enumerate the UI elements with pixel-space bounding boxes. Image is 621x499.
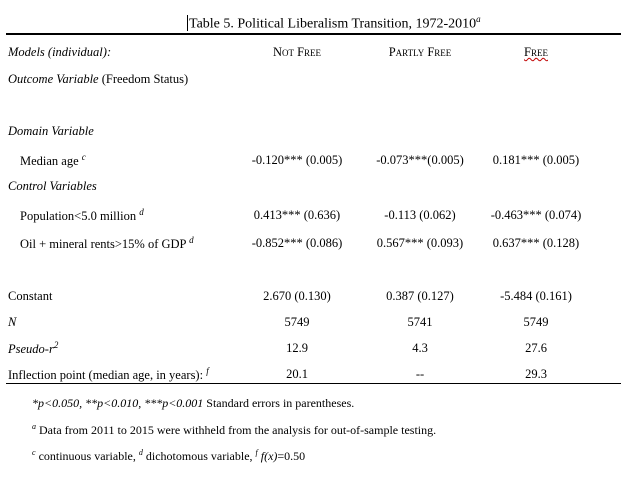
bottom-rule (6, 383, 621, 384)
table-cell: 29.3 (525, 367, 547, 381)
table-cell: 0.413*** (0.636) (253, 208, 341, 222)
row-label-oil-mineral-rents: Oil + mineral rents>15% of GDP $^d$ (20, 235, 194, 252)
table-cell: -0.073***(0.005) (376, 153, 464, 167)
row-label-inflection-point: Inflection point (median age, in years): $^f$ (8, 366, 209, 383)
table-cell: 20.1 (286, 367, 308, 381)
section-domain-variable: Domain Variable (8, 124, 94, 138)
footnote-a: $^a$ Data from 2011 to 2015 were withheld from the analysis for out-of-sample testing. (32, 422, 437, 437)
column-header-free: Free (524, 45, 548, 59)
table-cell: 2.670 (0.130) (263, 289, 331, 303)
table-cell: 0.637*** (0.128) (492, 236, 580, 250)
text-cursor (187, 15, 188, 31)
row-label-constant: Constant (8, 289, 53, 303)
table-cell: 0.567*** (0.093) (376, 236, 464, 250)
table-cell: 5741 (407, 315, 433, 329)
table-cell: 5749 (284, 315, 310, 329)
table-cell: -5.484 (0.161) (500, 289, 572, 303)
table-title: Table 5. Political Liberalism Transition, 1972-2010$^a$ (189, 14, 481, 32)
footnote-variable-types: $^c$ continuous variable, $^d$ dichotomous variable, $^f$ f(x)=0.50 (32, 448, 306, 463)
footnote-significance: *p<0.050, **p<0.010, ***p<0.001 Standard errors in parentheses. (32, 396, 355, 410)
table-cell: -- (415, 367, 425, 381)
table-cell: -0.852*** (0.086) (251, 236, 343, 250)
section-control-variables: Control Variables (8, 179, 97, 193)
column-header-not-free: Not Free (272, 45, 322, 59)
table-cell: -0.120*** (0.005) (251, 153, 343, 167)
models-label: Models (individual): (8, 45, 112, 59)
row-label-pseudo-r2: Pseudo-$r^2$ (8, 340, 59, 357)
row-label-population: Population<5.0 million $^d$ (20, 207, 144, 224)
row-label-median-age: Median age $^c$ (20, 152, 86, 169)
table-cell: 0.181*** (0.005) (492, 153, 580, 167)
column-header-partly-free: Partly Free (388, 45, 452, 59)
table-cell: -0.463*** (0.074) (490, 208, 582, 222)
table-cell: 4.3 (412, 341, 428, 355)
outcome-variable-label: Outcome Variable (Freedom Status) (8, 72, 189, 86)
table-cell: 5749 (523, 315, 549, 329)
table-cell: 0.387 (0.127) (386, 289, 454, 303)
row-label-n: N (8, 315, 17, 329)
table-cell: 27.6 (525, 341, 547, 355)
top-rule (6, 33, 621, 35)
table-cell: -0.113 (0.062) (384, 208, 456, 222)
table-cell: 12.9 (286, 341, 308, 355)
